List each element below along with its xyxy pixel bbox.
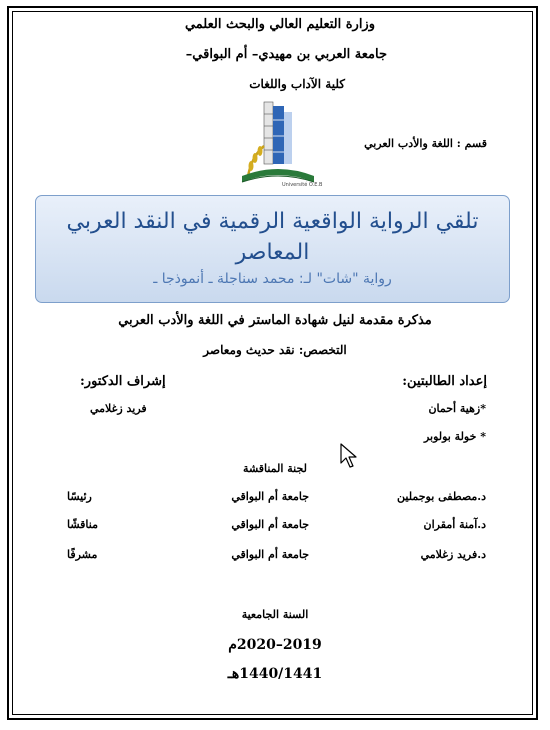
university-name: جامعة العربي بن مهيدي– أم البواقي– [185, 47, 387, 62]
student-name: * خولة بولوبر [423, 430, 486, 443]
academic-year-hijri: 1440/1441هـ [227, 666, 323, 682]
university-logo-icon [238, 96, 323, 191]
mouse-pointer-icon [340, 443, 358, 469]
committee-member-role: رئيسًا [67, 490, 92, 503]
supervisor-name: فريد زغلامي [90, 402, 147, 415]
memo-statement: مذكرة مقدمة لنيل شهادة الماستر في اللغة والأدب العربي [118, 313, 432, 328]
department-name: قسم : اللغة والأدب العربي [364, 137, 487, 150]
thesis-title: تلقي الرواية الواقعية الرقمية في النقد العربي المعاصر [66, 209, 479, 265]
committee-member-name: د.مصطفى بوجملين [397, 490, 486, 503]
logo-caption: Université O.E.B [282, 182, 323, 188]
specialization: التخصص: نقد حديث ومعاصر [203, 343, 347, 357]
thesis-subtitle: رواية "شات" لـ: محمد سناجلة ـ أنموذجا ـ [153, 271, 392, 287]
committee-member-university: جامعة أم البواقي [231, 548, 309, 561]
logo-book [242, 169, 314, 182]
ministry-name: وزارة التعليم العالي والبحث العلمي [184, 17, 375, 32]
students-label: إعداد الطالبتين: [402, 374, 487, 389]
committee-member-role: مشرفًا [67, 548, 98, 561]
supervisor-label: إشراف الدكتور: [80, 374, 166, 389]
committee-member-university: جامعة أم البواقي [231, 490, 309, 503]
committee-member-name: د.فريد زغلامي [420, 548, 486, 561]
faculty-name: كلية الآداب واللغات [249, 77, 345, 91]
academic-year-gregorian: 2019–2020م [228, 637, 322, 653]
student-name: *زهية أحمان [428, 402, 486, 415]
committee-member-name: د.آمنة أمقران [423, 518, 486, 531]
committee-label: لجنة المناقشة [243, 462, 307, 475]
academic-year-label: السنة الجامعية [241, 608, 309, 621]
logo-tower [264, 102, 292, 164]
committee-member-role: مناقشًا [67, 518, 98, 531]
committee-member-university: جامعة أم البواقي [231, 518, 309, 531]
